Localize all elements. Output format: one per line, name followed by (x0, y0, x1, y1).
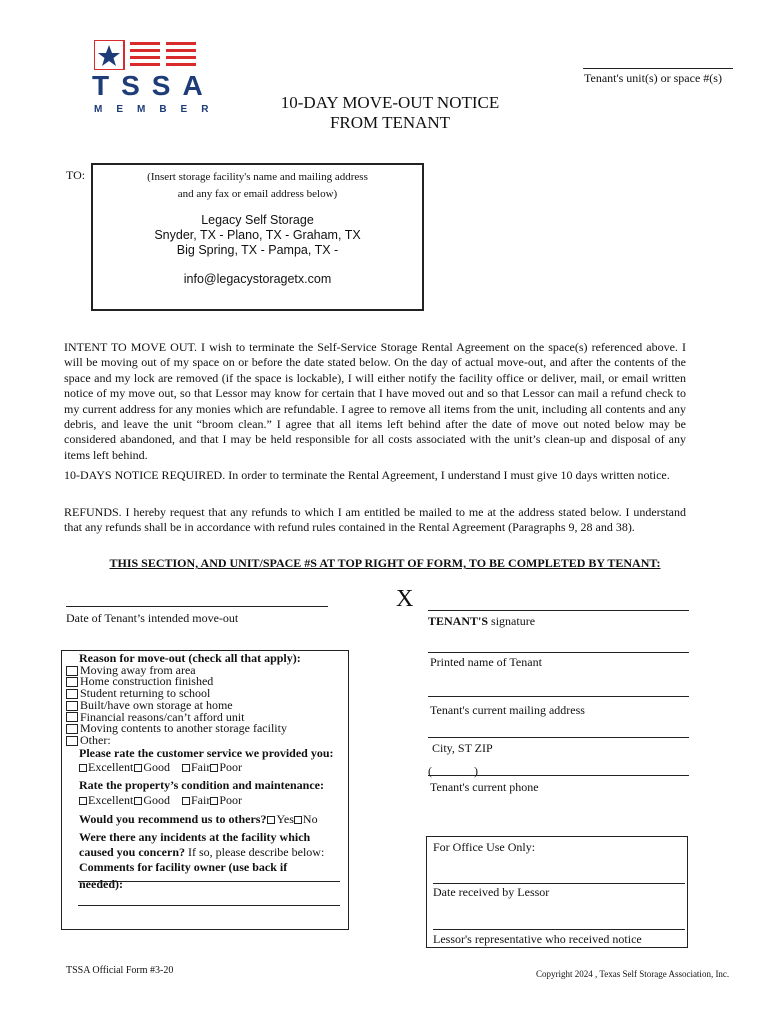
facility-name: Legacy Self Storage (201, 213, 314, 227)
reason-heading: Reason for move-out (check all that apply): (79, 651, 301, 665)
property-question: Rate the property’s condition and maintenance: (79, 778, 324, 793)
checkbox[interactable] (66, 689, 78, 699)
intent-paragraph: INTENT TO MOVE OUT. I wish to terminate the Self-Service Storage Rental Agreement on the space(s) referenced above. I will be moving out of my space on or before the date stated below. On the day of actual move-out, and after the contents of the space and my lock are removed (if the space is lockable), I will either notify the facility office or deliver, mail, or email written notice of my move out, so that Lessor may know for certain that I have moved out and so that Lessor can mail a refund check to my current address for any monies which are refundable. I agree to remove all items from the unit, including all contents and any debris, and leave the unit “broom clean.” I agree that all items left behind after the date of move out noted below may be considered abandoned, and that I may be held responsible for all costs associated with the unit’s clean-up and disposal of any items left behind. (64, 340, 686, 462)
comments-line-2: needed): (79, 877, 123, 892)
signature-x-mark: X (396, 586, 414, 612)
checkbox[interactable] (182, 764, 190, 772)
city-state-zip-line[interactable] (428, 737, 689, 738)
move-out-date-label: Date of Tenant’s intended move-out (66, 611, 239, 625)
checkbox[interactable] (66, 736, 78, 746)
reason-item[interactable] (66, 732, 348, 747)
page-title (200, 93, 580, 133)
tssa-logo-text: TSSA (92, 70, 215, 101)
unit-line[interactable] (583, 68, 733, 69)
notice-paragraph: 10-DAYS NOTICE REQUIRED. In order to terminate the Rental Agreement, I understand I must give 10 days written notice. (64, 468, 670, 482)
reason-label: Moving contents to another storage facility (80, 721, 287, 736)
section-heading: THIS SECTION, AND UNIT/SPACE #S AT TOP RIGHT OF FORM, TO BE COMPLETED BY TENANT: (109, 556, 661, 570)
representative-line[interactable] (433, 929, 685, 930)
incidents-line-2 (79, 845, 348, 860)
checkbox[interactable] (66, 666, 78, 676)
service-rating-row (79, 762, 348, 774)
office-title: For Office Use Only: (433, 840, 536, 854)
rating-option: Poor (219, 760, 242, 775)
rating-option: Poor (219, 792, 242, 807)
signature-label-rest: signature (488, 614, 536, 628)
to-hint-line-1: (Insert storage facility's name and mailing address (147, 171, 368, 183)
facility-email: info@legacystoragetx.com (183, 272, 332, 286)
recommend-no: No (302, 812, 318, 827)
to-label: TO: (66, 168, 86, 182)
mailing-address-label: Tenant's current mailing address (430, 703, 585, 717)
rating-option: Fair (190, 760, 211, 775)
mailing-address-line[interactable] (428, 696, 689, 697)
printed-name-label: Printed name of Tenant (430, 655, 542, 669)
facility-address (93, 213, 422, 258)
checkbox[interactable] (79, 764, 87, 772)
checkbox[interactable] (79, 797, 87, 805)
signature-label-bold: TENANT'S (428, 614, 489, 628)
title-line-1: 10-DAY MOVE-OUT NOTICE (280, 93, 500, 112)
footer-copyright: Copyright 2024 , Texas Self Storage Association, Inc. (536, 969, 730, 979)
rating-option: Fair (190, 792, 211, 807)
tssa-logo-flag (94, 40, 198, 70)
refunds-paragraph: REFUNDS. I hereby request that any refunds to which I am entitled be mailed to me at the address stated below. I understand that any refunds shall be in accordance with refund rules contained in the Rental Agreement (Paragraphs 9, 28 and 38). (64, 505, 686, 535)
office-use-box (426, 836, 688, 948)
incidents-question: caused you concern? (79, 845, 185, 860)
reason-box (61, 650, 349, 930)
title-line-2: FROM TENANT (329, 113, 451, 132)
service-question: Please rate the customer service we provided you: (79, 745, 334, 760)
to-address-box[interactable] (91, 163, 424, 311)
property-rating-row (79, 792, 348, 807)
checkbox[interactable] (134, 764, 142, 772)
checkbox[interactable] (294, 816, 302, 824)
reason-label: Moving away from area (80, 662, 196, 677)
footer-form-number: TSSA Official Form #3-20 (66, 965, 174, 976)
checkbox[interactable] (267, 816, 275, 824)
rating-option: Good (143, 792, 170, 807)
comments-line-b[interactable] (78, 905, 340, 906)
reason-label: Financial reasons/can’t afford unit (80, 709, 245, 724)
rating-option: Good (143, 760, 170, 775)
reason-label: Home construction finished (80, 674, 214, 689)
checkbox[interactable] (66, 724, 78, 734)
comments-line-a[interactable] (78, 881, 340, 882)
date-received-line[interactable] (433, 883, 685, 884)
signature-label (428, 614, 535, 629)
recommend-question: Would you recommend us to others? (79, 812, 267, 827)
recommend-yes: Yes (276, 812, 294, 827)
date-received-label: Date received by Lessor (433, 885, 550, 899)
checkbox[interactable] (66, 701, 78, 711)
printed-name-line[interactable] (428, 652, 689, 653)
comments-line-1: Comments for facility owner (use back if (79, 860, 288, 875)
checkbox[interactable] (210, 764, 218, 772)
reason-label: Student returning to school (80, 686, 211, 701)
rating-option: Excellent (88, 792, 134, 807)
to-hint-line-2: and any fax or email address below) (177, 188, 338, 200)
checkbox[interactable] (66, 677, 78, 687)
city-state-zip-label: City, ST ZIP (432, 741, 493, 755)
rating-option: Excellent (88, 760, 134, 775)
facility-locations-2: Big Spring, TX - Pampa, TX - (176, 243, 339, 257)
incidents-line-1: Were there any incidents at the facility which (79, 830, 311, 845)
checkbox[interactable] (66, 712, 78, 722)
move-out-date-line[interactable] (66, 606, 328, 607)
reason-label: Built/have own storage at home (80, 697, 233, 712)
facility-locations-1: Snyder, TX - Plano, TX - Graham, TX (154, 228, 361, 242)
unit-label: Tenant's unit(s) or space #(s) (584, 71, 722, 85)
checkbox[interactable] (182, 797, 190, 805)
checkbox[interactable] (134, 797, 142, 805)
reason-label: Other: (80, 732, 111, 747)
phone-label: Tenant's current phone (430, 780, 539, 794)
tssa-logo-member: MEMBER (94, 104, 223, 115)
checkbox[interactable] (210, 797, 218, 805)
phone-area-code: ( ) (428, 764, 478, 778)
signature-line[interactable] (428, 610, 689, 611)
recommend-row (79, 814, 348, 826)
representative-label: Lessor's representative who received notice (433, 932, 642, 946)
to-hint (93, 169, 422, 203)
phone-line[interactable] (428, 775, 689, 776)
incidents-rest: If so, please describe below: (185, 845, 325, 860)
